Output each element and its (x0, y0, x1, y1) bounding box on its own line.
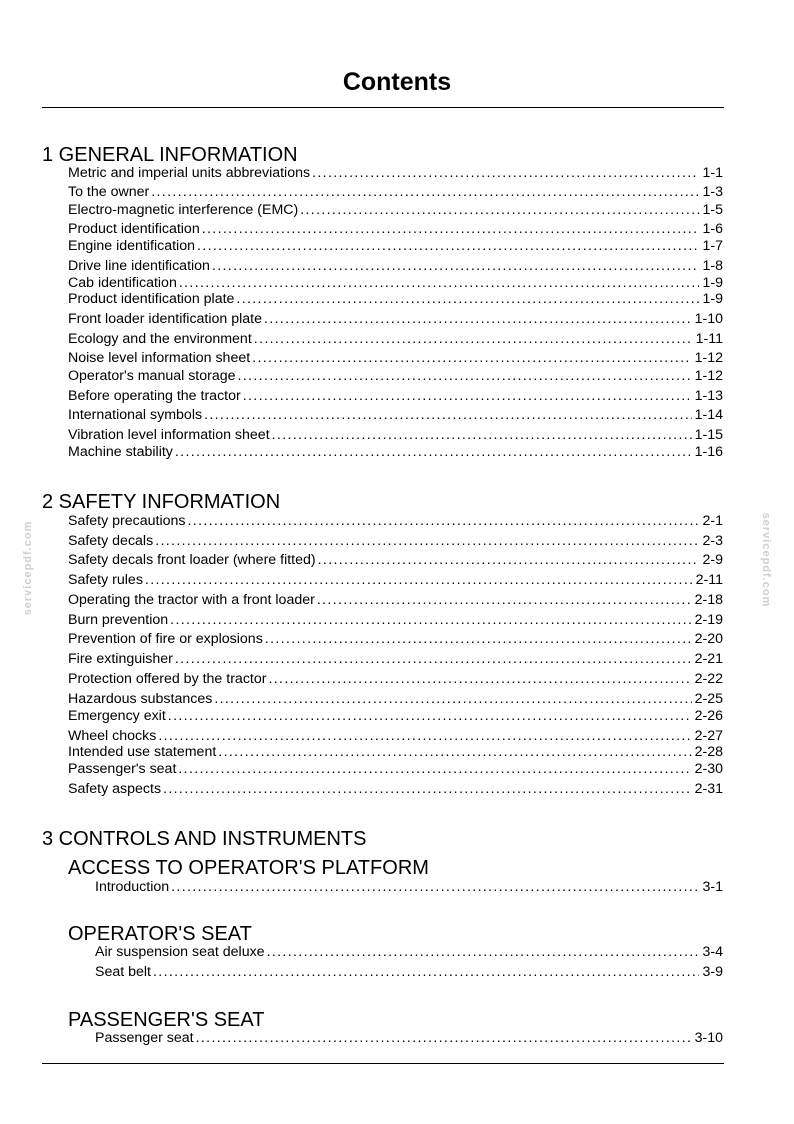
toc-entry-page: 1-14 (694, 407, 723, 423)
toc-entry-page: 2-3 (702, 533, 723, 549)
toc-entry-page: 1-8 (702, 258, 723, 274)
toc-entry[interactable] (68, 443, 723, 461)
toc-entry-label: Burn prevention (68, 612, 169, 628)
dot-leader (318, 551, 700, 569)
toc-entry-label: Prevention of fire or explosions (68, 631, 263, 647)
toc-entry-page: 3-10 (694, 1030, 723, 1046)
toc-entry-label: Cab identification (68, 275, 177, 291)
toc-entry-page: 2-18 (694, 592, 723, 608)
dot-leader (268, 670, 691, 688)
dot-leader (197, 237, 699, 255)
toc-entry-label: Ecology and the environment (68, 331, 252, 347)
toc-entry-page: 2-20 (694, 631, 723, 647)
toc-entry[interactable] (95, 878, 723, 896)
toc-entry-label: Seat belt (95, 964, 152, 980)
watermark-left: servicepdf.com (22, 520, 34, 616)
toc-entry[interactable] (68, 367, 723, 385)
top-divider (42, 107, 724, 108)
toc-entry-page: 1-12 (694, 368, 723, 384)
toc-entry-label: Metric and imperial units abbreviations (68, 165, 311, 181)
dot-leader (204, 406, 692, 424)
toc-entry-label: Vibration level information sheet (68, 427, 270, 443)
toc-entry-label: Safety rules (68, 572, 143, 588)
dot-leader (153, 963, 699, 981)
subsection-heading-operators-seat: OPERATOR'S SEAT (68, 923, 252, 945)
toc-entry[interactable] (68, 571, 723, 589)
toc-entry-page: 2-27 (694, 728, 723, 744)
toc-entry-label: Hazardous substances (68, 691, 213, 707)
dot-leader (312, 164, 699, 182)
dot-leader (264, 310, 692, 328)
toc-entry-page: 1-1 (702, 165, 723, 181)
toc-entry-label: Safety decals front loader (where fitted) (68, 552, 316, 568)
toc-entry-page: 2-1 (702, 513, 723, 529)
toc-entry-page: 1-7 (702, 238, 723, 254)
toc-entry[interactable] (68, 183, 723, 201)
toc-entry[interactable] (68, 630, 723, 648)
toc-entry-label: Passenger's seat (68, 761, 177, 777)
toc-entry-page: 3-1 (702, 879, 723, 895)
dot-leader (243, 387, 692, 405)
toc-entry-label: Safety precautions (68, 513, 186, 529)
toc-entry-label: Safety aspects (68, 781, 162, 797)
toc-entry-page: 1-3 (702, 184, 723, 200)
dot-leader (272, 426, 692, 444)
toc-entry-page: 2-21 (694, 651, 723, 667)
dot-leader (218, 743, 691, 761)
toc-entry[interactable] (68, 707, 723, 725)
dot-leader (214, 690, 691, 708)
toc-entry[interactable] (68, 257, 723, 275)
dot-leader (168, 707, 692, 725)
toc-entry-page: 2-19 (694, 612, 723, 628)
toc-entry-page: 1-5 (702, 202, 723, 218)
toc-entry[interactable] (95, 963, 723, 981)
dot-leader (265, 630, 692, 648)
section-heading-safety-information: 2 SAFETY INFORMATION (42, 491, 281, 513)
toc-entry-label: Before operating the tractor (68, 388, 241, 404)
toc-entry[interactable] (68, 743, 723, 761)
toc-entry-page: 2-30 (694, 761, 723, 777)
dot-leader (300, 201, 699, 219)
toc-entry[interactable] (68, 164, 723, 182)
page-title: Contents (342, 68, 452, 96)
toc-entry[interactable] (68, 387, 723, 405)
toc-entry-label: Introduction (95, 879, 170, 895)
toc-entry-page: 2-31 (694, 781, 723, 797)
toc-entry-label: Engine identification (68, 238, 195, 254)
dot-leader (170, 611, 691, 629)
toc-entry[interactable] (95, 1029, 723, 1047)
toc-entry[interactable] (68, 290, 723, 308)
toc-entry-label: Protection offered by the tractor (68, 671, 267, 687)
toc-entry[interactable] (68, 330, 723, 348)
toc-entry-page: 1-11 (695, 331, 723, 347)
dot-leader (267, 943, 700, 961)
toc-entry-page: 2-11 (695, 572, 723, 588)
toc-entry-page: 3-4 (702, 944, 723, 960)
toc-entry[interactable] (95, 943, 723, 961)
dot-leader (236, 290, 699, 308)
toc-entry-page: 1-9 (702, 275, 723, 291)
section-heading-general-information: 1 GENERAL INFORMATION (42, 144, 298, 166)
dot-leader (163, 780, 692, 798)
dot-leader (188, 512, 700, 530)
toc-entry[interactable] (68, 532, 723, 550)
toc-entry-label: Operator's manual storage (68, 368, 236, 384)
bottom-divider (42, 1063, 724, 1064)
toc-entry-page: 2-26 (694, 708, 723, 724)
toc-entry[interactable] (68, 670, 723, 688)
toc-entry-label: Safety decals (68, 533, 154, 549)
dot-leader (252, 349, 691, 367)
watermark-right: servicepdf.com (760, 512, 772, 608)
toc-entry-label: Fire extinguisher (68, 651, 173, 667)
toc-entry-label: Front loader identification plate (68, 311, 263, 327)
dot-leader (151, 183, 699, 201)
dot-leader (254, 330, 693, 348)
toc-entry[interactable] (68, 760, 723, 778)
toc-entry[interactable] (68, 611, 723, 629)
toc-entry-page: 2-25 (694, 691, 723, 707)
dot-leader (175, 650, 692, 668)
toc-entry-label: Operating the tractor with a front loader (68, 592, 315, 608)
toc-entry[interactable] (68, 690, 723, 708)
toc-entry-label: Product identification plate (68, 291, 235, 307)
dot-leader (145, 571, 693, 589)
toc-entry-label: Air suspension seat deluxe (95, 944, 265, 960)
toc-entry[interactable] (68, 591, 723, 609)
subsection-heading-passengers-seat: PASSENGER'S SEAT (68, 1009, 265, 1031)
toc-entry-label: Passenger seat (95, 1030, 194, 1046)
toc-entry-label: International symbols (68, 407, 203, 423)
subsection-heading-access-to-operators-platform: ACCESS TO OPERATOR'S PLATFORM (68, 857, 429, 879)
dot-leader (202, 220, 700, 238)
toc-entry-label: Electro-magnetic interference (EMC) (68, 202, 299, 218)
toc-entry-label: Emergency exit (68, 708, 166, 724)
toc-entry[interactable] (68, 220, 723, 238)
toc-entry-label: Product identification (68, 221, 200, 237)
toc-entry-page: 1-10 (694, 311, 723, 327)
toc-entry[interactable] (68, 426, 723, 444)
toc-entry[interactable] (68, 551, 723, 569)
toc-entry-page: 1-16 (694, 444, 723, 460)
dot-leader (175, 443, 692, 461)
toc-entry-page: 1-6 (702, 221, 723, 237)
toc-entry[interactable] (68, 512, 723, 530)
toc-entry-page: 2-22 (694, 671, 723, 687)
toc-entry-label: Wheel chocks (68, 728, 157, 744)
toc-entry-page: 1-9 (702, 291, 723, 307)
toc-entry-label: Intended use statement (68, 744, 217, 760)
toc-entry-page: 2-9 (702, 552, 723, 568)
toc-entry[interactable] (68, 349, 723, 367)
toc-entry[interactable] (68, 406, 723, 424)
dot-leader (212, 257, 700, 275)
dot-leader (178, 760, 691, 778)
dot-leader (238, 367, 692, 385)
toc-entry-label: Drive line identification (68, 258, 210, 274)
dot-leader (171, 878, 699, 896)
toc-entry-page: 2-28 (694, 744, 723, 760)
toc-entry[interactable] (68, 237, 723, 255)
toc-entry[interactable] (68, 780, 723, 798)
toc-entry-page: 1-13 (694, 388, 723, 404)
dot-leader (317, 591, 692, 609)
toc-entry-label: Machine stability (68, 444, 173, 460)
dot-leader (196, 1029, 692, 1047)
toc-entry-page: 3-9 (702, 964, 723, 980)
dot-leader (155, 532, 699, 550)
toc-entry-page: 1-12 (694, 350, 723, 366)
toc-entry-label: Noise level information sheet (68, 350, 251, 366)
toc-entry-page: 1-15 (694, 427, 723, 443)
toc-entry[interactable] (68, 310, 723, 328)
toc-entry[interactable] (68, 201, 723, 219)
toc-entry[interactable] (68, 650, 723, 668)
toc-entry-label: To the owner (68, 184, 150, 200)
section-heading-controls-and-instruments: 3 CONTROLS AND INSTRUMENTS (42, 828, 367, 850)
